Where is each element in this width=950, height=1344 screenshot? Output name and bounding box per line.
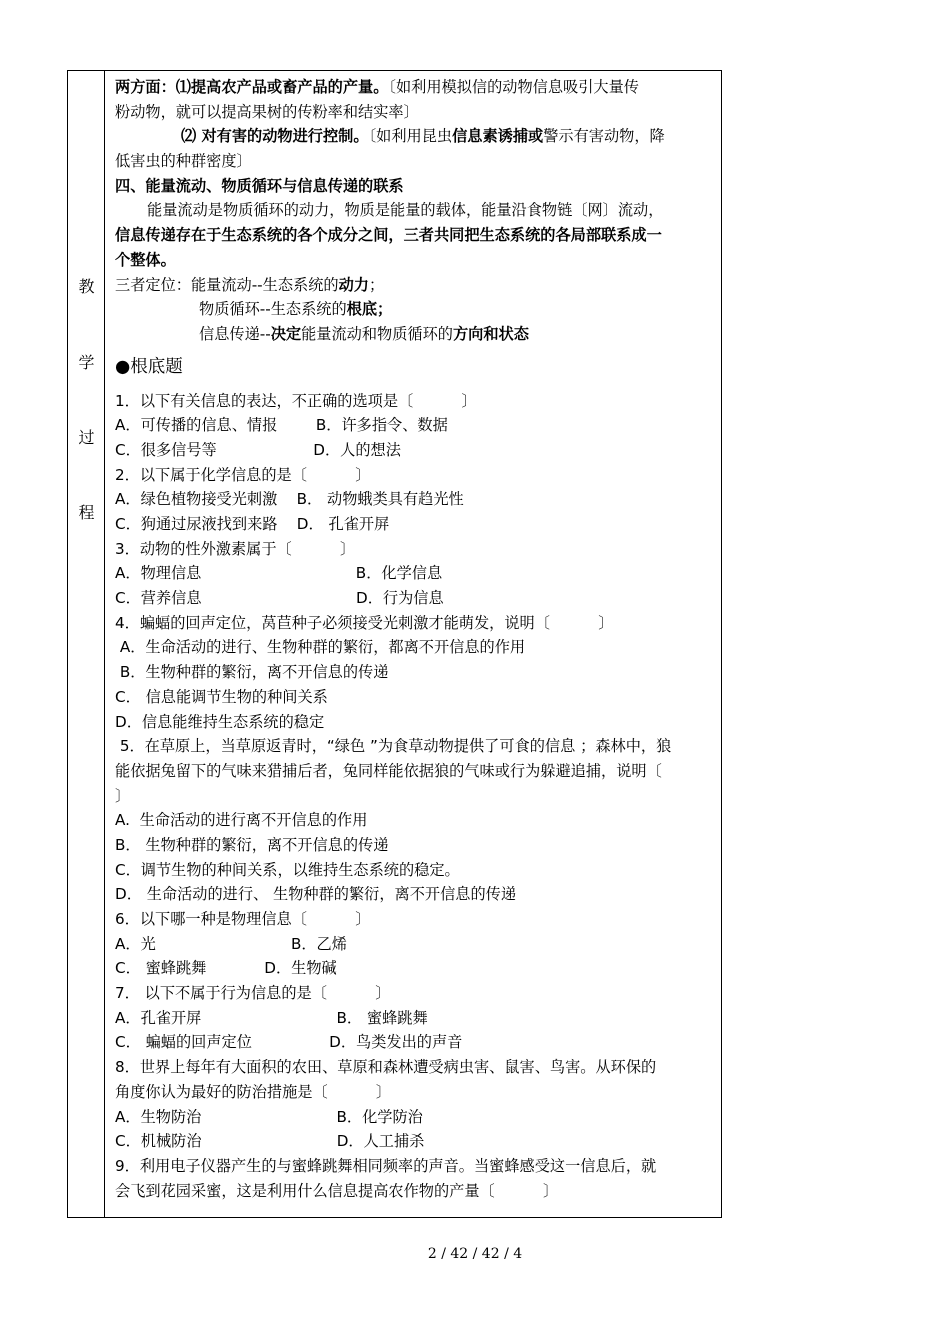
question-line: A. 生命活动的进行离不开信息的作用 bbox=[115, 811, 368, 830]
process-label-char: 过 bbox=[78, 428, 95, 447]
intro-line: 粉动物，就可以提高果树的传粉率和结实率〕 bbox=[115, 102, 419, 121]
page-number: 2 / 42 / 42 / 4 bbox=[427, 1246, 523, 1262]
question-line: B．生物种群的繁衍，离不开信息的传递 bbox=[115, 663, 389, 682]
intro-line: ⑵ 对有害的动物进行控制。〔如利用昆虫信息素诱捕或警示有害动物，降 bbox=[181, 127, 665, 146]
question-line: C．营养信息 D．行为信息 bbox=[115, 589, 444, 608]
lesson-content bbox=[115, 75, 719, 1203]
question-line: A．物理信息 B．化学信息 bbox=[115, 564, 443, 583]
question-line: A．光 B．乙烯 bbox=[115, 934, 347, 953]
position-line: 物质循环--生态系统的根底； bbox=[199, 300, 393, 319]
question-line: 9．利用电子仪器产生的与蜜蜂跳舞相同频率的声音。当蜜蜂感受这一信息后，就 bbox=[115, 1156, 657, 1175]
intro-line: 低害虫的种群密度〕 bbox=[115, 152, 252, 171]
question-line: A．绿色植物接受光刺激 B． 动物蛾类具有趋光性 bbox=[115, 490, 464, 509]
question-line: 6．以下哪一种是物理信息〔 〕 bbox=[115, 910, 371, 928]
question-line: 4．蝙蝠的回声定位，莴苣种子必须接受光刺激才能萌发，说明〔 〕 bbox=[115, 613, 614, 632]
question-line: 会飞到花园采蜜，这是利用什么信息提高农作物的产量〔 〕 bbox=[115, 1181, 559, 1200]
basic-questions-title: ●根底题 bbox=[115, 356, 183, 377]
position-line: 信息传递--决定能量流动和物质循环的方向和状态 bbox=[199, 324, 529, 343]
paragraph-line: 个整体。 bbox=[115, 250, 176, 269]
question-line: D．信息能维持生态系统的稳定 bbox=[115, 712, 325, 731]
process-label-char: 教 bbox=[78, 277, 95, 296]
question-line: C．狗通过尿液找到来路 D． 孔雀开屏 bbox=[115, 515, 390, 533]
question-line: B． 生物种群的繁衍，离不开信息的传递 bbox=[115, 835, 389, 854]
question-line: A．可传播的信息、情报 B．许多指令、数据 bbox=[115, 416, 448, 435]
question-line: 〕 bbox=[115, 786, 131, 805]
intro-line: 两方面：⑴提高农产品或畜产品的产量。〔如利用模拟信的动物信息吸引大量传 bbox=[115, 78, 639, 96]
question-line: C． 信息能调节生物的种间关系 bbox=[115, 687, 328, 706]
position-line: 三者定位：能量流动--生态系统的动力； bbox=[115, 275, 385, 294]
process-label-char: 程 bbox=[78, 503, 95, 522]
question-line: 能依据兔留下的气味来猎捕后者，兔同样能依据狼的气味或行为躲避追捕，说明〔 bbox=[115, 761, 662, 780]
lesson-table bbox=[67, 70, 722, 1218]
question-line: 8．世界上每年有大面积的农田、草原和森林遭受病虫害、鼠害、鸟害。从环保的 bbox=[115, 1058, 657, 1077]
question-line: C．很多信号等 D．人的想法 bbox=[115, 440, 401, 459]
question-line: C． 蜜蜂跳舞 D．生物碱 bbox=[115, 959, 337, 978]
question-line: C．调节生物的种间关系，以维持生态系统的稳定。 bbox=[115, 860, 460, 879]
process-label-column bbox=[68, 71, 105, 1217]
question-line: D． 生命活动的进行、 生物种群的繁衍，离不开信息的传递 bbox=[115, 885, 517, 904]
question-line: A．生命活动的进行、生物种群的繁衍，都离不开信息的作用 bbox=[115, 638, 526, 657]
question-line: 1．以下有关信息的表达，不正确的选项是〔 〕 bbox=[115, 391, 477, 410]
paragraph-line: 信息传递存在于生态系统的各个成分之间，三者共同把生态系统的各局部联系成一 bbox=[115, 226, 662, 245]
question-line: A．孔雀开屏 B． 蜜蜂跳舞 bbox=[115, 1008, 428, 1027]
question-line: 角度你认为最好的防治措施是〔 〕 bbox=[115, 1082, 392, 1101]
process-label-char: 学 bbox=[78, 353, 95, 372]
paragraph-line: 能量流动是物质循环的动力，物质是能量的载体，能量沿食物链〔网〕流动， bbox=[147, 201, 664, 220]
section-heading: 四、能量流动、物质循环与信息传递的联系 bbox=[115, 176, 404, 195]
question-line: 3．动物的性外激素属于〔 〕 bbox=[115, 539, 356, 558]
question-line: 5．在草原上，当草原返青时，“绿色 ”为食草动物提供了可食的信息 ；森林中，狼 bbox=[115, 737, 672, 756]
question-line: 2．以下属于化学信息的是〔 〕 bbox=[115, 465, 371, 484]
question-list bbox=[115, 389, 719, 1204]
question-line: C． 蝙蝠的回声定位 D．鸟类发出的声音 bbox=[115, 1033, 463, 1052]
question-line: A．生物防治 B．化学防治 bbox=[115, 1107, 423, 1126]
question-line: 7． 以下不属于行为信息的是〔 〕 bbox=[115, 984, 391, 1003]
question-line: C．机械防治 D．人工捕杀 bbox=[115, 1132, 425, 1151]
